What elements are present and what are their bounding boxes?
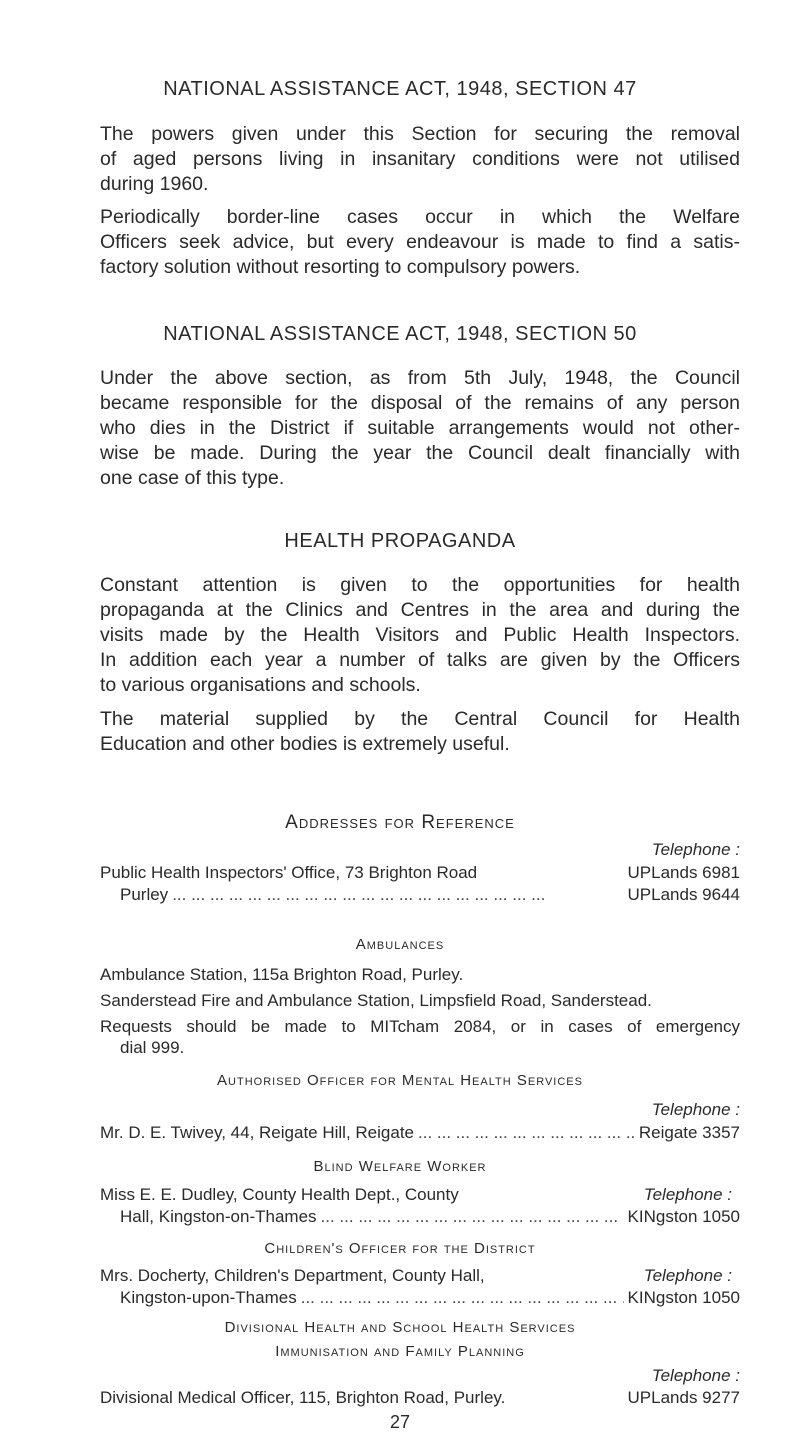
telephone-number: UPLands 9277 bbox=[627, 1388, 740, 1407]
telephone-number: Reigate 3357 bbox=[638, 1123, 740, 1142]
blind-welfare-entry bbox=[100, 1184, 740, 1228]
text-line: became responsible for the disposal of the remains of any person bbox=[100, 392, 740, 414]
text-line: of aged persons living in insanitary conditions were not utilised bbox=[100, 148, 740, 170]
address-text: Public Health Inspectors' Office, 73 Brighton Road bbox=[100, 863, 478, 882]
address-text: Hall, Kingston-on-Thames bbox=[120, 1207, 317, 1226]
ambulance-request-note bbox=[100, 1016, 740, 1058]
address-text: Kingston-upon-Thames bbox=[120, 1288, 297, 1307]
telephone-label: Telephone : bbox=[643, 1185, 732, 1204]
address-row bbox=[100, 1265, 740, 1287]
leader-dots bbox=[301, 1287, 624, 1309]
address-row bbox=[100, 1287, 740, 1309]
address-text: Miss E. E. Dudley, County Health Dept., County bbox=[100, 1185, 459, 1204]
address-text: Divisional Medical Officer, 115, Brighton Road, Purley. bbox=[100, 1388, 506, 1407]
address-row bbox=[100, 1184, 740, 1206]
address-text: Mrs. Docherty, Children's Department, County Hall, bbox=[100, 1266, 485, 1285]
telephone-number: UPLands 9644 bbox=[627, 885, 740, 904]
health-propaganda-heading: HEALTH PROPAGANDA bbox=[284, 530, 516, 552]
text-line: Periodically border-line cases occur in which the Welfare bbox=[100, 206, 740, 228]
text-line: Constant attention is given to the opportunities for health bbox=[100, 574, 740, 596]
addresses-heading: Addresses for Reference bbox=[285, 812, 515, 833]
text-line: The powers given under this Section for securing the removal bbox=[100, 123, 740, 145]
childrens-officer-heading: Children's Officer for the District bbox=[264, 1240, 536, 1257]
page-number: 27 bbox=[389, 1412, 411, 1432]
ambulances-heading: Ambulances bbox=[355, 936, 445, 953]
divisional-medical-officer-entry bbox=[100, 1387, 740, 1409]
text-line: Officers seek advice, but every endeavour is made to find a satis- bbox=[100, 231, 740, 253]
address-row bbox=[100, 1387, 740, 1409]
telephone-number: UPLands 6981 bbox=[627, 863, 740, 882]
ambulance-station-line: Ambulance Station, 115a Brighton Road, Purley. bbox=[100, 965, 464, 984]
text-line: Requests should be made to MITcham 2084, or in cases of emergency bbox=[100, 1017, 740, 1036]
text-line: during 1960. bbox=[100, 173, 209, 195]
section-47-paragraph-1 bbox=[100, 122, 740, 197]
section-50-paragraph bbox=[100, 366, 740, 491]
text-line: wise be made. During the year the Council dealt financially with bbox=[100, 442, 740, 464]
text-line: one case of this type. bbox=[100, 467, 285, 489]
text-line: to various organisations and schools. bbox=[100, 674, 421, 696]
section-47-heading: NATIONAL ASSISTANCE ACT, 1948, SECTION 47 bbox=[163, 78, 637, 100]
text-line: factory solution without resorting to compulsory powers. bbox=[100, 256, 581, 278]
address-text: Mr. D. E. Twivey, 44, Reigate Hill, Reigate bbox=[100, 1123, 414, 1142]
childrens-officer-entry bbox=[100, 1265, 740, 1309]
leader-dots bbox=[172, 884, 623, 906]
text-line: propaganda at the Clinics and Centres in the area and during the bbox=[100, 599, 740, 621]
sanderstead-station-line: Sanderstead Fire and Ambulance Station, Limpsfield Road, Sanderstead. bbox=[100, 991, 652, 1010]
section-47-paragraph-2 bbox=[100, 205, 740, 280]
text-line: Under the above section, as from 5th July, 1948, the Council bbox=[100, 367, 740, 389]
address-text: Purley bbox=[120, 885, 169, 904]
telephone-label: Telephone : bbox=[643, 1266, 732, 1285]
immunisation-heading: Immunisation and Family Planning bbox=[275, 1343, 525, 1360]
leader-dots bbox=[321, 1206, 624, 1228]
telephone-label: Telephone : bbox=[651, 1366, 740, 1385]
public-health-inspectors-entry bbox=[100, 862, 740, 906]
telephone-label: Telephone : bbox=[651, 840, 740, 859]
mental-health-officer-heading: Authorised Officer for Mental Health Services bbox=[217, 1072, 583, 1089]
text-line: Education and other bodies is extremely useful. bbox=[100, 733, 510, 755]
text-line: The material supplied by the Central Council for Health bbox=[100, 708, 740, 730]
text-line: visits made by the Health Visitors and Public Health Inspectors. bbox=[100, 624, 740, 646]
text-line: who dies in the District if suitable arrangements would not other- bbox=[100, 417, 740, 439]
section-50-heading: NATIONAL ASSISTANCE ACT, 1948, SECTION 50 bbox=[163, 323, 637, 345]
telephone-number: KINgston 1050 bbox=[627, 1288, 740, 1307]
health-propaganda-paragraph-1 bbox=[100, 573, 740, 698]
address-row bbox=[100, 862, 740, 884]
text-line: dial 999. bbox=[120, 1038, 185, 1057]
divisional-services-heading: Divisional Health and School Health Services bbox=[224, 1319, 576, 1336]
telephone-number: KINgston 1050 bbox=[627, 1207, 740, 1226]
leader-dots bbox=[418, 1122, 635, 1144]
address-row bbox=[100, 1206, 740, 1228]
text-line: In addition each year a number of talks are given by the Officers bbox=[100, 649, 740, 671]
address-row bbox=[100, 884, 740, 906]
blind-welfare-heading: Blind Welfare Worker bbox=[313, 1158, 487, 1175]
address-row bbox=[100, 1122, 740, 1144]
health-propaganda-paragraph-2 bbox=[100, 707, 740, 757]
telephone-label: Telephone : bbox=[651, 1100, 740, 1119]
mental-health-officer-entry bbox=[100, 1122, 740, 1144]
